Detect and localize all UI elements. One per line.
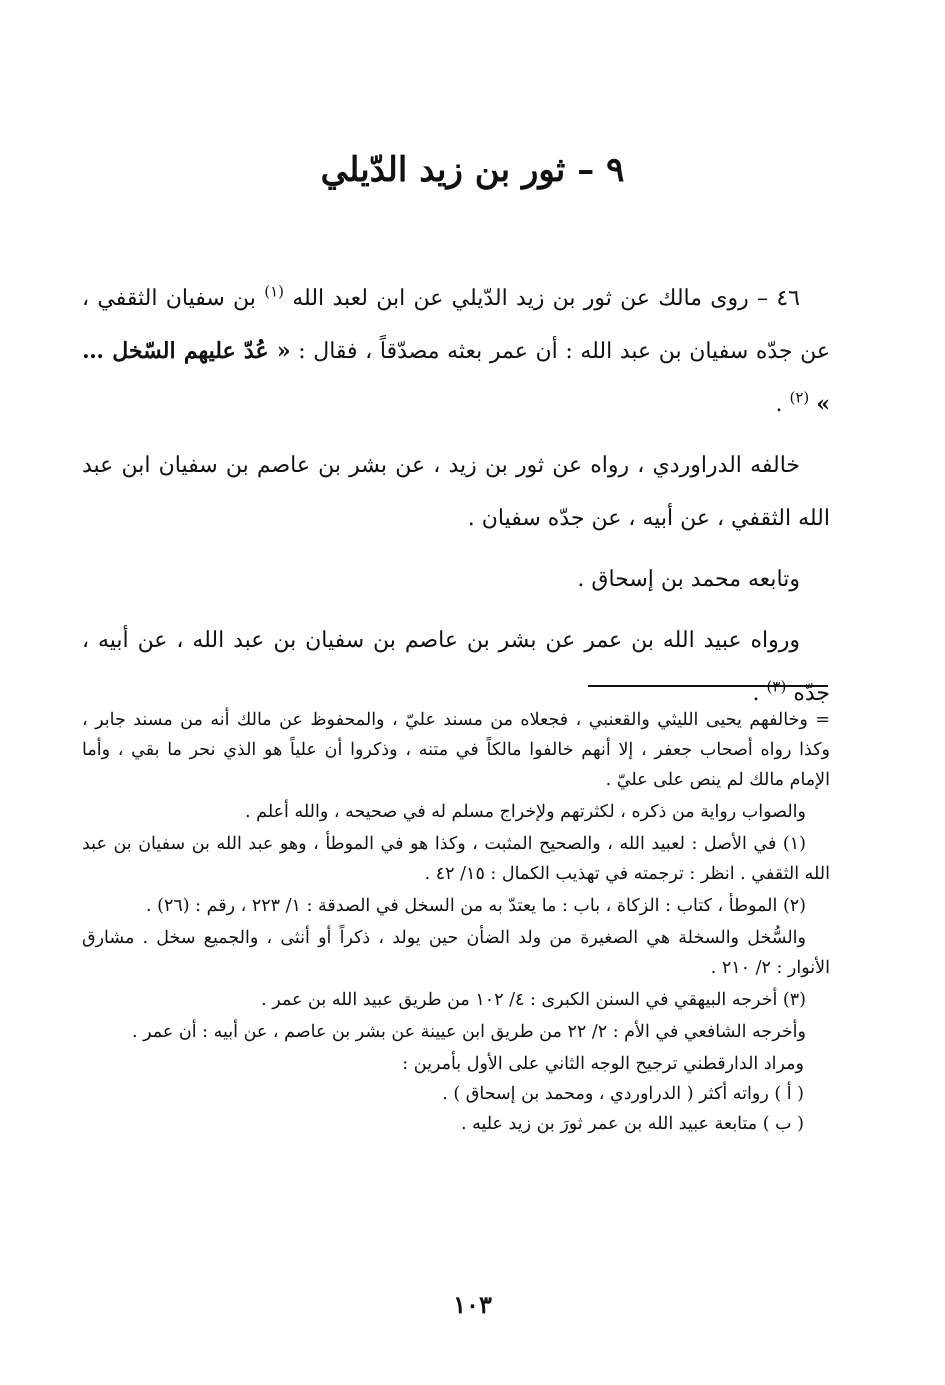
sentence-end: .: [752, 681, 760, 706]
footnote-3-note: وأخرجه الشافعي في الأم : ٢/ ٢٢ من طريق ابن عيينة عن بشر بن عاصم ، عن أبيه : أن عمر .: [131, 1022, 806, 1042]
footnote-divider: [588, 685, 828, 687]
chapter-title: ٩ – ثور بن زيد الدّيلي: [320, 150, 625, 190]
main-text: [82, 272, 830, 728]
hadith-paragraph-3: وتابعه محمد بن إسحاق .: [577, 567, 800, 592]
hadith-text: بن سفيان الثقفي ، عن جدّه سفيان بن عبد الله : أن عمر بعثه مصدّقاً ، فقال :: [82, 286, 830, 364]
footnote-3-item-b: ( ب ) متابعة عبيد الله بن عمر ثورَ بن زيد عليه .: [460, 1114, 804, 1134]
footnotes: [82, 705, 830, 1139]
footnote-2: (٢) الموطأ ، كتاب : الزكاة ، باب : ما يعتدّ به من السخل في الصدقة : ١/ ٢٢٣ ، رقم : (٢٦) .: [146, 896, 806, 916]
footnote-3: (٣) أخرجه البيهقي في السنن الكبرى : ٤/ ١٠٢ من طريق عبيد الله بن عمر .: [261, 990, 806, 1010]
hadith-quote: « عُدّ عليهم السّخل … »: [82, 338, 830, 417]
footnote-3-item-a: ( أ ) رواته أكثر ( الدراوردي ، ومحمد بن إسحاق ) .: [442, 1084, 804, 1104]
footnote-continuation: والصواب رواية من ذكره ، لكثرتهم ولإخراج مسلم له في صحيحه ، والله أعلم .: [245, 802, 806, 822]
hadith-text: ٤٦ – روى مالك عن ثور بن زيد الدّيلي عن ابن لعبد الله: [292, 286, 800, 311]
footnote-ref-1: (١): [264, 282, 284, 301]
hadith-paragraph-2: خالفه الدراوردي ، رواه عن ثور بن زيد ، عن بشر بن عاصم بن سفيان ابن عبد الله الثقفي ، عن أبيه ، عن جدّه سفيان .: [82, 453, 830, 531]
page-number: ١٠٣: [453, 1290, 492, 1319]
hadith-text: ورواه عبيد الله بن عمر عن بشر بن عاصم بن سفيان بن عبد الله ، عن أبيه ، جدّه: [82, 628, 830, 706]
footnote-1: (١) في الأصل : لعبيد الله ، والصحيح المثبت ، وكذا هو في الموطأ ، وهو عبد الله بن سفيان بن عبد الله الثقفي . انظر : ترجمته في تهذيب الكمال : ١٥/ ٤٢ .: [82, 834, 830, 884]
footnote-3-note: ومراد الدارقطني ترجيح الوجه الثاني على الأول بأمرين :: [402, 1054, 804, 1074]
footnote-continuation: = وخالفهم يحيى الليثي والقعنبي ، فجعلاه من مسند عليّ ، والمحفوظ عن مالك أنه من مسند جابر ، وكذا رواه أصحاب جعفر ، إلا أنهم خالفوا مالكاً في متنه ، وذكروا أن علياً هو الذي نحر ما بقي ، وأما الإمام مالك لم ينص على عليّ .: [82, 710, 830, 790]
footnote-ref-2: (٢): [789, 388, 810, 407]
footnote-2-note: والسُّخل والسخلة هي الصغيرة من ولد الضأن حين يولد ، ذكراً أو أنثى ، والجميع سخل . مشارق الأنوار : ٢/ ٢١٠ .: [82, 928, 830, 978]
sentence-end: .: [775, 392, 783, 417]
footnote-ref-3: (٣): [766, 677, 787, 696]
hadith-paragraph-1: [82, 272, 830, 431]
